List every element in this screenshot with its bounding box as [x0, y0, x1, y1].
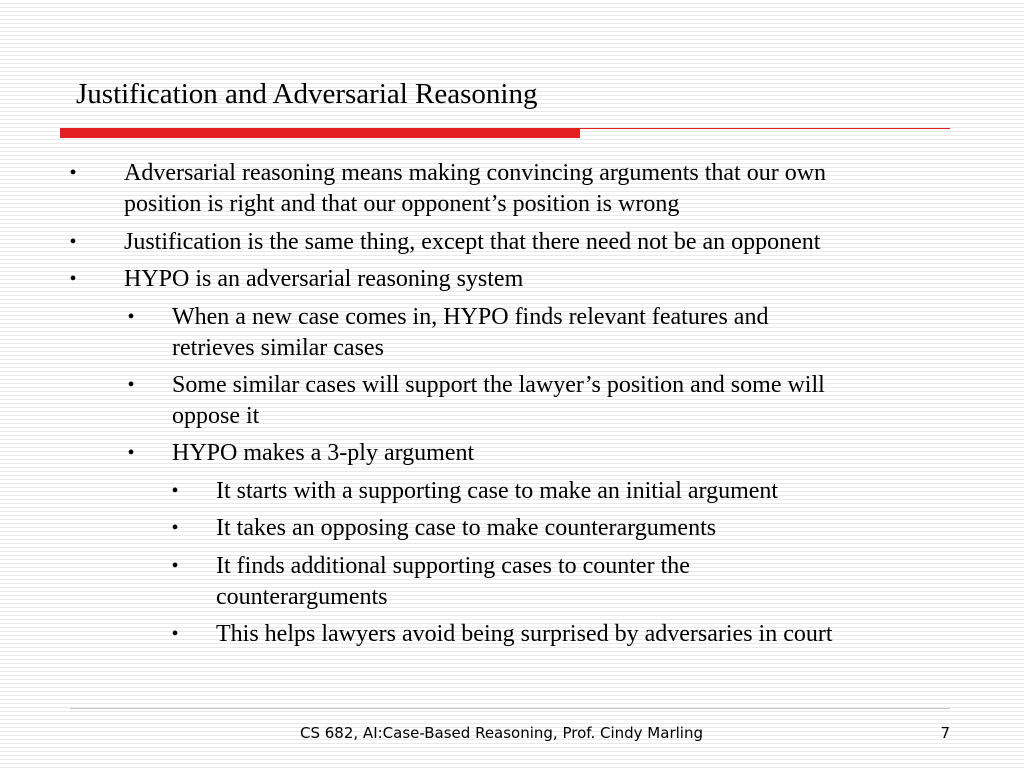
bullet-text: HYPO is an adversarial reasoning system [124, 266, 524, 292]
sub-bullet-text: oppose it [172, 403, 260, 429]
sub-bullet-marker: • [127, 442, 135, 464]
sub-bullet-marker: • [127, 306, 135, 328]
sub-sub-bullet-text: counterarguments [216, 584, 388, 610]
sub-sub-bullet-text: This helps lawyers avoid being surprised by adversaries in court [216, 621, 833, 647]
sub-sub-bullet-text: It finds additional supporting cases to counter the [216, 553, 690, 579]
sub-sub-bullet-marker: • [171, 480, 179, 502]
sub-sub-bullet-marker: • [171, 623, 179, 645]
bullet-text: position is right and that our opponent’s position is wrong [124, 191, 680, 217]
sub-bullet-text: When a new case comes in, HYPO finds relevant features and [172, 304, 769, 330]
page-number: 7 [940, 724, 950, 742]
bullet-marker: • [69, 162, 77, 184]
sub-sub-bullet-marker: • [171, 517, 179, 539]
bullet-text: Justification is the same thing, except that there need not be an opponent [124, 229, 821, 255]
sub-bullet-marker: • [127, 374, 135, 396]
sub-sub-bullet-text: It takes an opposing case to make counterarguments [216, 515, 717, 541]
slide-title: Justification and Adversarial Reasoning [76, 78, 538, 110]
sub-sub-bullet-text: It starts with a supporting case to make an initial argument [216, 478, 779, 504]
footer-divider [70, 708, 950, 709]
sub-bullet-text: retrieves similar cases [172, 335, 384, 361]
footer-text: CS 682, AI:Case-Based Reasoning, Prof. Cindy Marling [300, 724, 703, 742]
sub-bullet-text: HYPO makes a 3-ply argument [172, 440, 475, 466]
sub-sub-bullet-marker: • [171, 555, 179, 577]
bullet-text: Adversarial reasoning means making convincing arguments that our own [124, 160, 827, 186]
bullet-marker: • [69, 268, 77, 290]
sub-bullet-text: Some similar cases will support the lawyer’s position and some will [172, 372, 825, 398]
bullet-marker: • [69, 231, 77, 253]
